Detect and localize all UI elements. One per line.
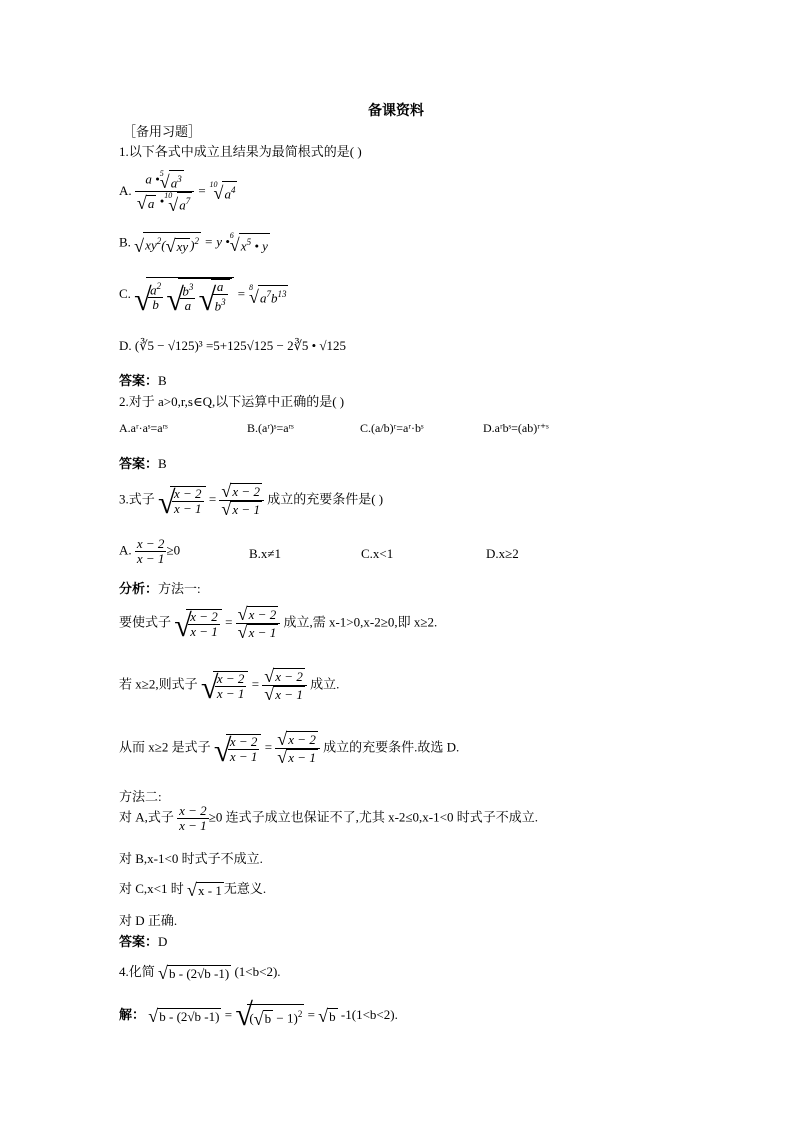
q3-method2: 方法二: xyxy=(119,789,162,804)
q1-b-label: B. xyxy=(119,234,131,250)
q3-line2-post: 成立. xyxy=(310,676,340,692)
q3-option-d: D.x≥2 xyxy=(486,546,519,561)
q3-m2-a-pre: 对 A,式子 xyxy=(119,809,174,825)
q2-answer-label: 答案： xyxy=(119,456,159,471)
q4-stem-radicand: b - (2√b -1) xyxy=(169,965,230,981)
q3-option-b: B.x≠1 xyxy=(249,546,282,561)
q1-d-expr: (∛5 − √125)³ =5+125√125 − 2∛5 • √125 xyxy=(134,338,347,353)
q3-line3-post: 成立的充要条件.故选 D. xyxy=(323,739,460,755)
q2-option-a: A.aʳ·aˢ=aʳˢ xyxy=(119,421,168,435)
q1-c-label: C. xyxy=(119,286,131,302)
doc-title: 备课资料 xyxy=(368,104,424,119)
q3-m2-b: 对 B,x-1<0 时式子不成立. xyxy=(119,851,263,866)
q3-m2-c-radicand: x - 1 xyxy=(198,882,222,898)
q2-option-d: D.aʳbˢ=(ab)ʳ⁺ˢ xyxy=(483,421,549,435)
q3-m2-c-pre: 对 C,x<1 时 xyxy=(119,881,184,896)
q3-line3-pre: 从而 x≥2 是式子 xyxy=(119,739,211,755)
q4-sol-label: 解： xyxy=(119,1007,146,1023)
q1-option-a: A. a •$^5$√ $a^3$ √ a •$^{10}$√ $a^7$ = $^{10}$√ $a^4$ xyxy=(119,170,237,214)
q3-m2-a: 对 A,式子 $\frac{x - 2}{x - 1}$ ≥0 连式子成立也保证不了,尤其 x-2≤0,x-1<0 时式子不成立. xyxy=(119,803,538,833)
q3-answer xyxy=(119,931,167,950)
q1-a-fraction: a •$^5$√ $a^3$ √ a •$^{10}$√ $a^7$ xyxy=(135,170,194,214)
q3-m2-d: 对 D 正确. xyxy=(119,913,178,928)
q3-line3: 从而 x≥2 是式子 √ $\frac{x - 2}{x - 1}$ = √ x − 2 √ x − 1 成立的充要条件.故选 D. xyxy=(119,731,459,766)
q3-line2: 若 x≥2,则式子 √ $\frac{x - 2}{x - 1}$ = √ x − 2 √ x − 1 成立. xyxy=(119,668,339,703)
q1-d-label: D. xyxy=(119,338,132,353)
q3-a-label: A. xyxy=(119,542,132,558)
section-heading: ［备用习题］ xyxy=(123,124,202,139)
q1-stem: 1.以下各式中成立且结果为最简根式的是( ) xyxy=(119,144,362,159)
q3-analysis-label: 分析： xyxy=(119,581,159,596)
q3-m2-a-post: ≥0 连式子成立也保证不了,尤其 x-2≤0,x-1<0 时式子不成立. xyxy=(208,809,538,825)
q4-sol-radicand: b - (2√b -1) xyxy=(159,1008,220,1024)
q1-answer-label: 答案： xyxy=(119,373,159,388)
q3-stem-post: 成立的充要条件是( ) xyxy=(267,491,384,507)
q1-answer-value: B xyxy=(158,373,167,388)
q1-option-d xyxy=(119,338,346,354)
q3-stem-pre: 3.式子 xyxy=(119,491,155,507)
q4-stem xyxy=(119,961,281,982)
q4-stem-pre: 4.化简 xyxy=(119,964,155,979)
q3-line1-pre: 要使式子 xyxy=(119,614,172,630)
q4-stem-post: (1<b<2). xyxy=(234,964,281,979)
q3-analysis xyxy=(119,578,201,597)
q3-option-a: A. $\frac{x - 2}{x - 1}$ ≥0 xyxy=(119,536,181,566)
q2-option-c: C.(a/b)ʳ=aʳ·bˢ xyxy=(360,421,424,435)
q1-answer xyxy=(119,370,167,389)
q2-option-b: B.(aʳ)ˢ=aʳˢ xyxy=(247,421,294,435)
q3-m2-c xyxy=(119,878,266,899)
q3-line1-post: 成立,需 x-1>0,x-2≥0,即 x≥2. xyxy=(283,614,438,630)
q3-answer-value: D xyxy=(158,934,168,949)
q3-stem: 3.式子 √ $\frac{x - 2}{x - 1}$ = √ x − 2 √ x − 1 成立的充要条件是( ) xyxy=(119,483,383,518)
q3-line1: 要使式子 √ $\frac{x - 2}{x - 1}$ = √ x − 2 √ x − 1 成立,需 x-1>0,x-2≥0,即 x≥2. xyxy=(119,606,437,641)
q2-answer-value: B xyxy=(158,456,167,471)
q4-sol-post: -1(1<b<2). xyxy=(340,1007,398,1023)
q2-answer xyxy=(119,453,167,472)
q1-option-b: B. √ $xy^2(√$ xy )$^2$ = y •$^6$√ $x^5$ • y xyxy=(119,232,270,255)
q1-a-label: A. xyxy=(119,182,132,198)
q1-option-c: C. √ $\frac{a^2}{b}$ √ $\frac{b^3}{a}$ √ $\frac{a}{b^3}$ = $^8$√ $a^7b^{13}$ xyxy=(119,277,288,313)
q3-line2-pre: 若 x≥2,则式子 xyxy=(119,676,198,692)
q3-m2-c-post: 无意义. xyxy=(223,881,267,896)
q3-analysis-title: 方法一: xyxy=(158,581,201,596)
q3-answer-label: 答案： xyxy=(119,934,159,949)
q4-solution: 解： √ b - (2√b -1) = √ (√ b − 1)$^2$ = √ b -1(1<b<2). xyxy=(119,1004,398,1028)
q3-a-post: ≥0 xyxy=(166,542,181,558)
q2-stem: 2.对于 a>0,r,s∈Q,以下运算中正确的是( ) xyxy=(119,394,345,409)
q3-option-c: C.x<1 xyxy=(361,546,394,561)
